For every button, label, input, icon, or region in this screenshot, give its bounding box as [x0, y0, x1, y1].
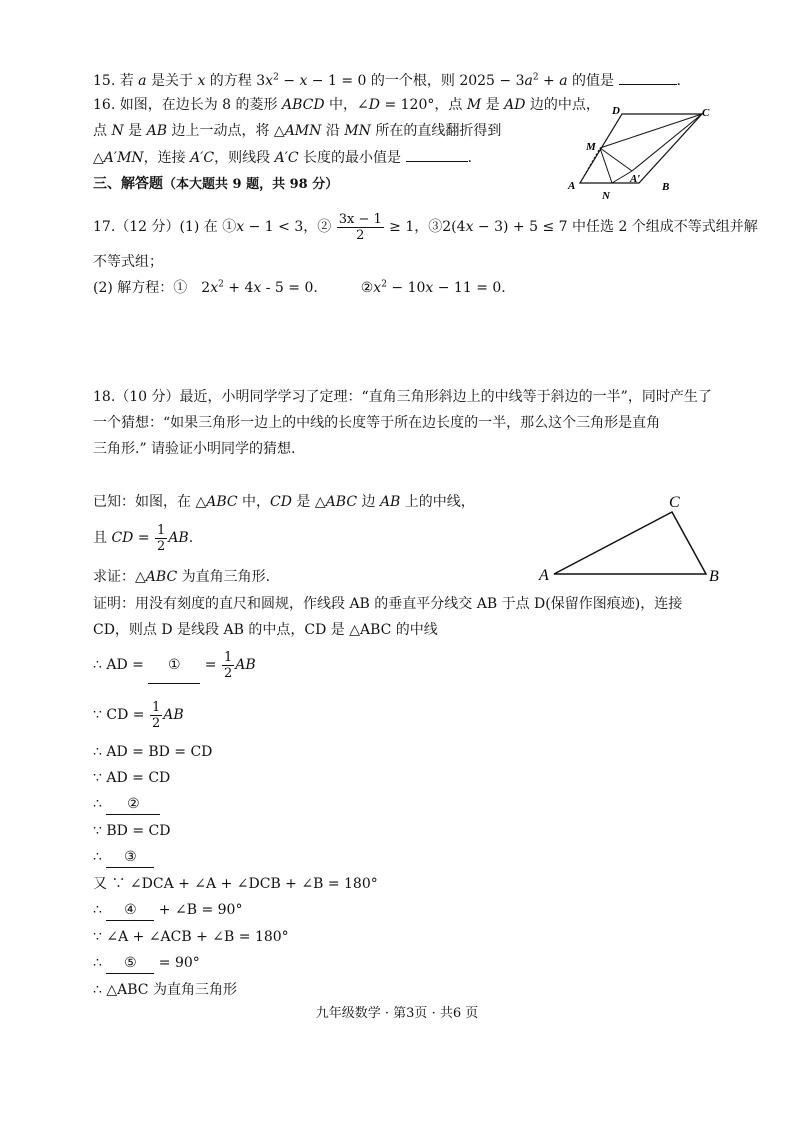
question-17-line-1: 17.（12 分）(1) 在 ①x − 1 < 3，② $\frac{3x - 1}{2}$ ≥ 1，③2(4x − 3) + 5 ≤ 7 中任选 2 个组成不等式组并解	[93, 211, 758, 243]
label-c: C	[669, 494, 680, 511]
segment-mp	[600, 148, 632, 171]
question-17-line-2: 不等式组；	[93, 254, 163, 270]
q18-step-8: 又 ∵ ∠DCA + ∠A + ∠DCB + ∠B = 180°	[93, 876, 378, 892]
question-16-line-3: △A′MN，连接 A′C，则线段 A′C 长度的最小值是 .	[93, 147, 472, 168]
q18-proof-line-1: 证明：用没有刻度的直尺和圆规，作线段 AB 的垂直平分线交 AB 于点 D(保留作图痕迹)，连接	[93, 596, 683, 612]
segment-mn	[600, 148, 612, 183]
question-16-line-2: 点 N 是 AB 边上一动点，将 △AMN 沿 MN 所在的直线翻折得到	[93, 123, 502, 139]
label-b: B	[709, 568, 719, 585]
section-3-heading: 三、解答题（本大题共 9 题，共 98 分）	[93, 176, 339, 192]
q18-given-2: 且 CD = $\frac{1}{2}$ AB.	[93, 522, 194, 554]
question-17-part-2: (2) 解方程：① $2x^2 + 4x - 5 = 0$. $②x^2 - 10x - 11 = 0$.	[93, 279, 506, 296]
label-a: A	[539, 567, 549, 584]
page-footer: 九年级数学 · 第3页 · 共6 页	[315, 1006, 479, 1021]
segment-pc	[632, 114, 702, 171]
fraction-one-half: $\frac{1}{2}$	[157, 522, 166, 554]
label-a: A	[568, 180, 576, 192]
figure-triangle	[536, 488, 730, 588]
question-16-line-1: 16. 如图，在边长为 8 的菱形 ABCD 中，∠D = 120°，点 M 是 AD 边的中点，	[93, 97, 600, 113]
question-18-line-2: 一个猜想：“如果三角形一边上的中线的长度等于所在边长度的一半，那么这个三角形是直角	[93, 415, 661, 431]
label-c: C	[702, 107, 710, 119]
rhombus-outline	[580, 114, 702, 183]
answer-blank-4[interactable]: ④	[106, 900, 154, 921]
label-d: D	[612, 105, 620, 117]
q18-given: 已知：如图，在 △ABC 中，CD 是 △ABC 边 AB 上的中线，	[93, 494, 475, 510]
label-n: N	[602, 190, 610, 202]
answer-blank-3[interactable]: ③	[106, 847, 154, 868]
q18-step-2: ∵ CD = $\frac{1}{2}$ AB	[93, 699, 184, 731]
fraction-3x-1-over-2: $\frac{3x - 1}{2}$	[338, 211, 382, 243]
answer-blank-5[interactable]: ⑤	[106, 953, 154, 974]
q18-prove: 求证：△ABC 为直角三角形.	[93, 569, 271, 585]
q18-step-3: ∴ AD = BD = CD	[93, 744, 213, 760]
q18-step-10: ∵ ∠A + ∠ACB + ∠B = 180°	[93, 929, 289, 945]
segment-np	[612, 171, 632, 183]
q18-step-6: ∵ BD = CD	[93, 823, 171, 839]
question-15: 15. 若 a 是关于 x 的方程 $3x^2 - x - 1 = 0$ 的一个根，则 $2025 - 3a^2 + a$ 的值是 .	[93, 70, 681, 91]
question-18-line-1: 18.（10 分）最近，小明同学学习了定理：“直角三角形斜边上的中线等于斜边的一半”，同时产生了	[93, 389, 712, 405]
q18-proof-line-2: CD，则点 D 是线段 AB 的中点，CD 是 △ABC 的中线	[93, 622, 438, 638]
triangle-abc	[554, 512, 706, 574]
q18-step-11: ∴ ⑤ = 90°	[93, 953, 200, 974]
q18-step-4: ∵ AD = CD	[93, 770, 171, 786]
question-18-line-3: 三角形.” 请验证小明同学的猜想.	[93, 441, 296, 457]
answer-blank-15[interactable]	[619, 70, 677, 85]
q18-step-12: ∴ △ABC 为直角三角形	[93, 982, 237, 998]
answer-blank-1[interactable]: ①	[148, 647, 200, 684]
answer-blank-16[interactable]	[406, 147, 468, 162]
q18-step-7: ∴ ③	[93, 847, 154, 868]
q18-step-1: ∴ AD = ① = $\frac{1}{2}$ AB	[93, 647, 256, 684]
label-a-prime: A′	[630, 173, 641, 185]
q18-step-9: ∴ ④ + ∠B = 90°	[93, 900, 242, 921]
q18-step-5: ∴ ②	[93, 794, 160, 815]
figure-rhombus	[560, 100, 720, 204]
answer-blank-2[interactable]: ②	[106, 794, 160, 815]
label-m: M	[586, 141, 596, 153]
label-b: B	[662, 181, 670, 193]
